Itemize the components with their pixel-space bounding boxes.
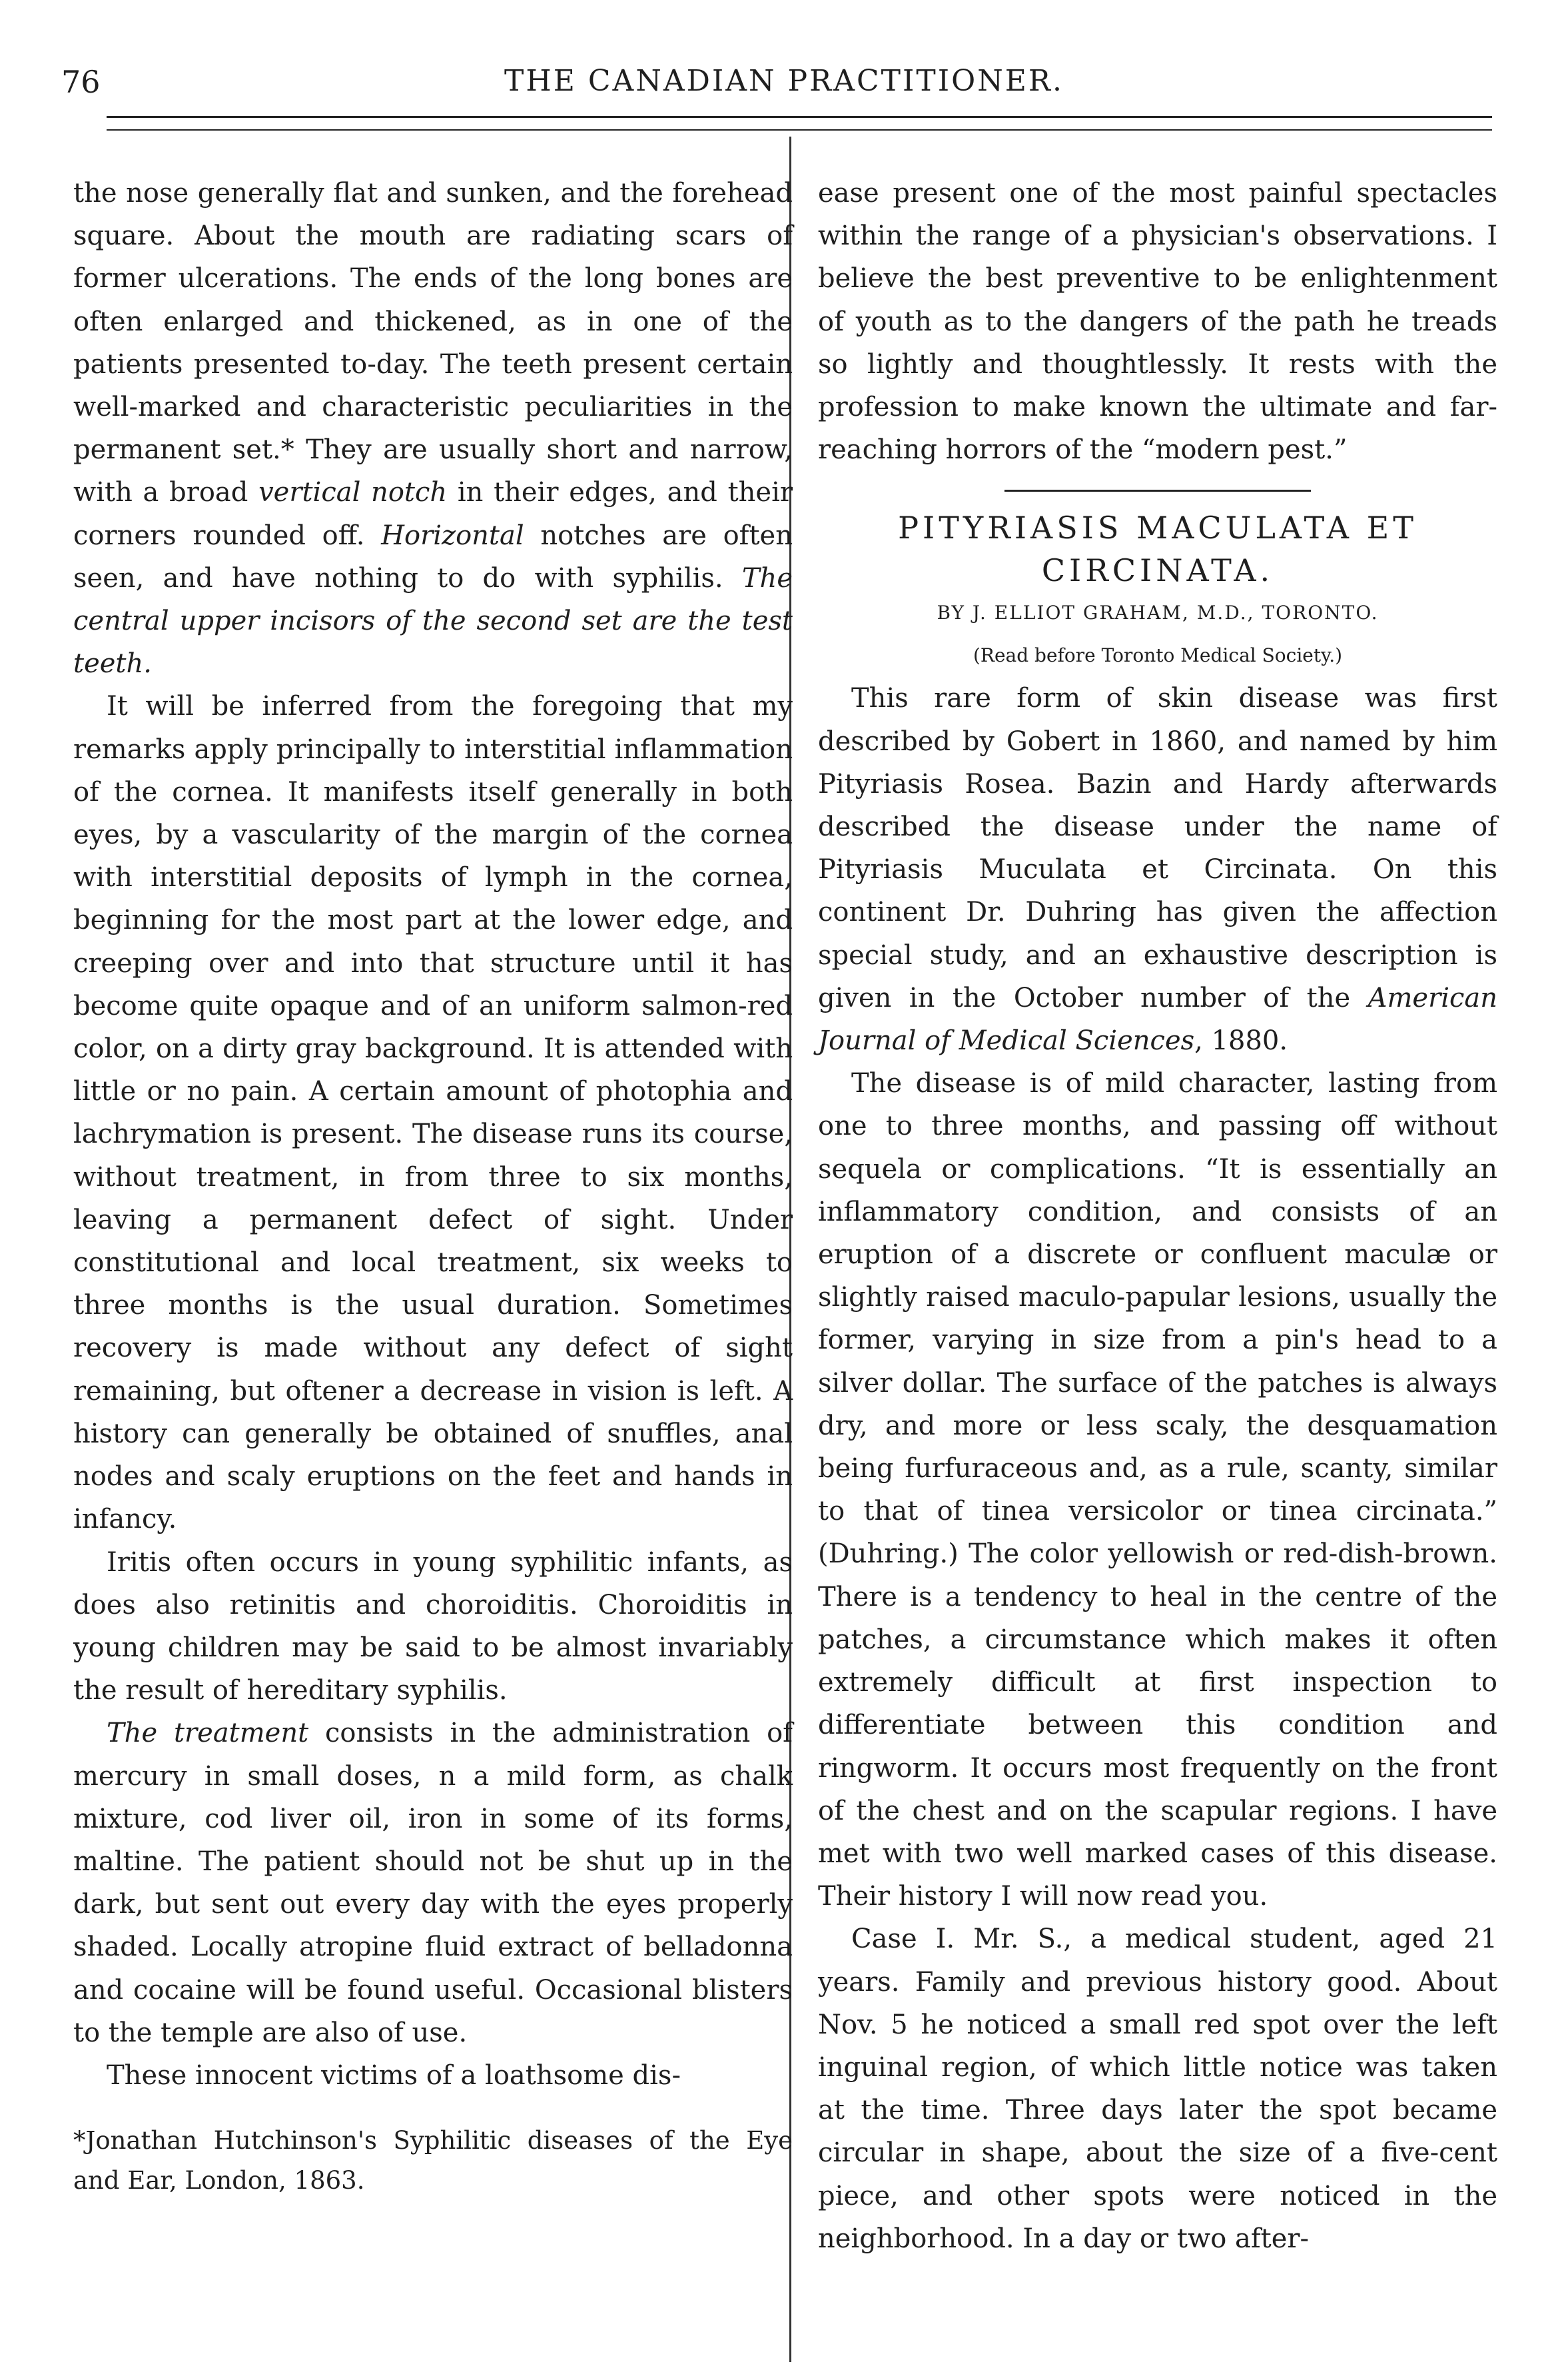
footnote: *Jonathan Hutchinson's Syphilitic diseases of the Eye and Ear, London, 1863. bbox=[73, 2126, 793, 2195]
page-number: 76 bbox=[61, 64, 101, 100]
paragraph: It will be inferred from the foregoing that my remarks apply principally to interstitial inflammation of the cornea. It manifests itself generally in both eyes, by a vascularity of the margin of the cornea with interstitial deposits of lymph in the cornea, beginning for the most part at the lower edge, and creeping over and into that structure until it has become quite opaque and of an uniform salmon-red color, on a dirty gray background. It is attended with little or no pain. A certain amount of photophia and lachrymation is present. The disease runs its course, without treatment, in from three to six months, leaving a permanent defect of sight. Under constitutional and local treatment, six weeks to three months is the usual duration. Sometimes recovery is made without any defect of sight remaining, but oftener a decrease in vision is left. A history can generally be obtained of snuffles, anal nodes and scaly eruptions on the feet and hands in infancy. bbox=[73, 691, 793, 1535]
reading-note: (Read before Toronto Medical Society.) bbox=[973, 644, 1343, 667]
paragraph: ease present one of the most painful spectacles within the range of a physician's observations. I believe the best preventive to be enlightenment of youth as to the dangers of the path he treads so lightly and thoughtlessly. It rests with the profession to make known the ultimate and far-reaching horrors of the “modern pest.” bbox=[818, 178, 1497, 466]
left-column bbox=[73, 172, 793, 2201]
header-rule-thin bbox=[107, 129, 1492, 131]
right-column bbox=[818, 172, 1497, 2260]
paragraph: the nose generally flat and sunken, and the forehead square. About the mouth are radiating scars of former ulcerations. The ends of the long bones are often enlarged and thickened, as in one of the patients presented to-day. The teeth present certain well-marked and characteristic peculiarities in the permanent set.* They are usually short and narrow, with a broad vertical notch in their edges, and their corners rounded off. Horizontal notches are often seen, and have nothing to do with syphilis. The central upper incisors of the second set are the test teeth. bbox=[73, 178, 793, 680]
paragraph: Iritis often occurs in young syphilitic infants, as does also retinitis and choroiditis. Choroiditis in young children may be said to be almost invariably the result of hereditary syphilis. bbox=[73, 1546, 793, 1706]
section-rule bbox=[1004, 490, 1311, 492]
paragraph: This rare form of skin disease was first described by Gobert in 1860, and named by him Pityriasis Rosea. Bazin and Hardy afterwards described the disease under the name of Pityriasis Muculata et Circinata. On this continent Dr. Duhring has given the affection special study, and an exhaustive description is given in the October number of the American Journal of Medical Sciences, 1880. bbox=[818, 683, 1497, 1057]
byline: BY J. ELLIOT GRAHAM, M.D., TORONTO. bbox=[937, 602, 1379, 624]
article-title: PITYRIASIS MACULATA ET CIRCINATA. bbox=[898, 510, 1417, 589]
paragraph: These innocent victims of a loathsome dis- bbox=[107, 2060, 681, 2091]
paragraph: Case I. Mr. S., a medical student, aged 21 years. Family and previous history good. About Nov. 5 he noticed a small red spot over the left inguinal region, of which little notice was taken at the time. Three days later the spot became circular in shape, about the size of a five-cent piece, and other spots were noticed in the neighborhood. In a day or two after- bbox=[818, 1924, 1497, 2254]
paragraph: The disease is of mild character, lasting from one to three months, and passing off without sequela or complications. “It is essentially an inflammatory condition, and consists of an eruption of a discrete or confluent maculæ or slightly raised maculo-papular lesions, usually the former, varying in size from a pin's head to a silver dollar. The surface of the patches is always dry, and more or less scaly, the desquamation being furfuraceous and, as a rule, scanty, similar to that of tinea versicolor or tinea circinata.” (Duhring.) The color yellowish or red-dish-brown. There is a tendency to heal in the centre of the patches, a circumstance which makes it often extremely difficult at first inspection to differentiate between this condition and ringworm. It occurs most frequently on the front of the chest and on the scapular regions. I have met with two well marked cases of this disease. Their history I will now read you. bbox=[818, 1068, 1497, 1912]
running-head: THE CANADIAN PRACTITIONER. bbox=[504, 64, 1064, 98]
header-rule bbox=[107, 116, 1492, 118]
paragraph: The treatment consists in the administration of mercury in small doses, n a mild form, as chalk mixture, cod liver oil, iron in some of its forms, maltine. The patient should not be shut up in the dark, but sent out every day with the eyes properly shaded. Locally atropine fluid extract of belladonna and cocaine will be found useful. Occasional blisters to the temple are also of use. bbox=[73, 1718, 793, 2048]
